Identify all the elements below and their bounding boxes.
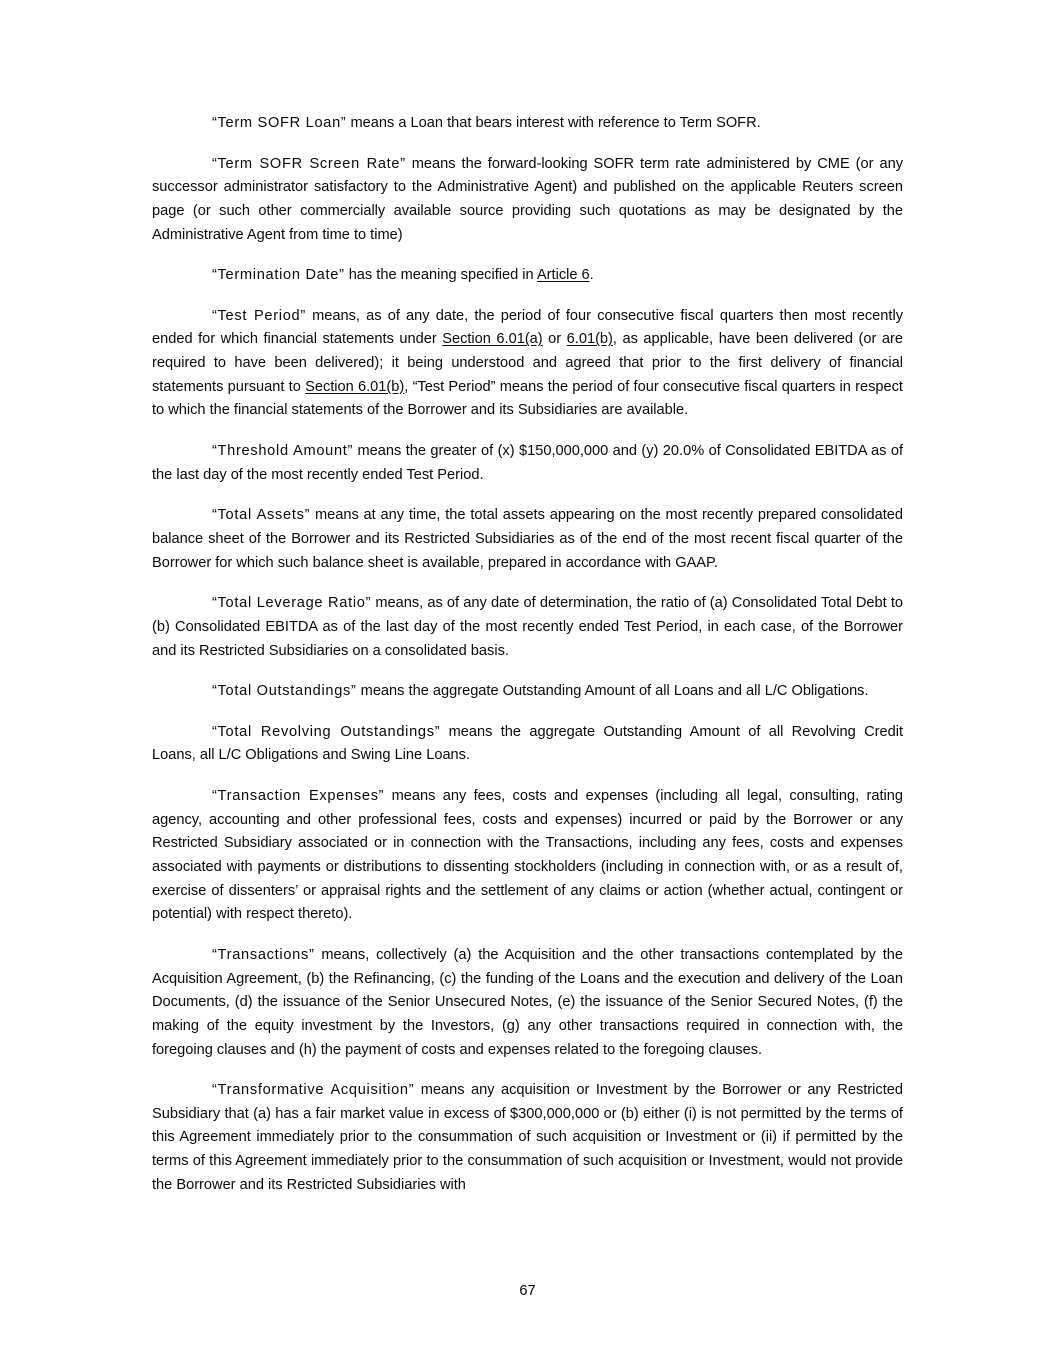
definition-paragraph-total-leverage-ratio: [152, 592, 903, 663]
definition-paragraph-test-period: [152, 305, 903, 423]
defined-term: “Transaction Expenses”: [212, 788, 385, 805]
cross-reference-link[interactable]: Section 6.01(b): [305, 378, 405, 395]
body-text: has the meaning specified in: [344, 267, 537, 284]
definition-paragraph-termination-date: [152, 264, 903, 288]
defined-term: “Total Revolving Outstandings”: [212, 723, 441, 740]
cross-reference-link[interactable]: Section 6.01(a): [442, 331, 543, 348]
definition-paragraph-transformative-acquisition: [152, 1079, 903, 1197]
body-text: means a Loan that bears interest with reference to Term SOFR.: [346, 115, 761, 131]
defined-term: “Transformative Acquisition”: [212, 1082, 415, 1099]
definition-paragraph-term-sofr-screen-rate: [152, 153, 903, 248]
definition-paragraph-total-assets: [152, 504, 903, 575]
definition-paragraph-total-outstandings: [152, 680, 903, 704]
page-number: 67: [519, 1283, 536, 1299]
defined-term: “Term SOFR Loan”: [212, 115, 347, 131]
definition-paragraph-term-sofr-loan: [152, 112, 903, 136]
cross-reference-link[interactable]: 6.01(b): [566, 331, 613, 348]
cross-reference-link[interactable]: Article 6: [536, 267, 590, 284]
body-text: means any fees, costs and expenses (including all legal, consulting, rating agency, accounting and other professional fees, costs and expenses) incurred or paid by the Borrower or any Restricted Subsidiary associated or in connection with the Transactions, including any fees, costs and expenses associated with payments or distributions to dissenting stockholders (including in connection with, or as a result of, exercise of dissenters’ or appraisal rights and the settlement of any claims or action (whether actual, contingent or potential) with respect thereto).: [152, 788, 903, 923]
defined-term: “Transactions”: [212, 946, 315, 963]
defined-term: “Term SOFR Screen Rate”: [212, 155, 406, 172]
body-text: means the aggregate Outstanding Amount of all Revolving Credit Loans, all L/C Obligations and Swing Line Loans.: [152, 723, 904, 764]
body-text: means the aggregate Outstanding Amount of all Loans and all L/C Obligations.: [356, 683, 869, 700]
body-text: means, collectively (a) the Acquisition and the other transactions contemplated by the Acquisition Agreement, (b) the Refinancing, (c) the funding of the Loans and the execution and delivery of the Loan Documents, (d) the issuance of the Senior Unsecured Notes, (e) the issuance of the Senior Secured Notes, (f) the making of the equity investment by the Investors, (g) any other transactions required in connection with, the foregoing clauses and (h) the payment of costs and expenses related to the foregoing clauses.: [152, 946, 903, 1058]
defined-term: “Total Outstandings”: [212, 683, 357, 700]
defined-term: “Total Assets”: [212, 507, 311, 524]
definition-paragraph-transactions: [152, 944, 903, 1062]
body-text: means, as of any date, the period of four consecutive fiscal quarters then most recently ended for which financial statements under: [152, 307, 903, 348]
defined-term: “Total Leverage Ratio”: [212, 595, 372, 612]
body-text: or: [542, 331, 567, 348]
body-text: , as applicable, have been delivered (or are required to have been delivered); it being understood and agreed that prior to the first delivery of financial statements pursuant to: [152, 331, 903, 395]
body-text: , “Test Period” means the period of four consecutive fiscal quarters in respect to which the financial statements of the Borrower and its Subsidiaries are available.: [152, 378, 903, 419]
defined-term: “Termination Date”: [212, 267, 345, 284]
defined-term: “Test Period”: [212, 307, 306, 324]
body-text: means the forward-looking SOFR term rate administered by CME (or any successor administrator satisfactory to the Administrative Agent) and published on the applicable Reuters screen page (or such other commercially available source providing such quotations as may be designated by the Administrative Agent from time to time): [152, 155, 903, 243]
body-text: means, as of any date of determination, the ratio of (a) Consolidated Total Debt to (b) Consolidated EBITDA as of the last day of the most recently ended Test Period, in each case, of the Borrower and its Restricted Subsidiaries on a consolidated basis.: [152, 595, 903, 659]
body-text: means any acquisition or Investment by the Borrower or any Restricted Subsidiary that (a) has a fair market value in excess of $300,000,000 or (b) either (i) is not permitted by the terms of this Agreement immediately prior to the consummation of such acquisition or Investment or (ii) if permitted by the terms of this Agreement immediately prior to the consummation of such acquisition or Investment, would not provide the Borrower and its Restricted Subsidiaries with: [152, 1082, 903, 1193]
body-text: means at any time, the total assets appearing on the most recently prepared consolidated balance sheet of the Borrower and its Restricted Subsidiaries as of the end of the most recent fiscal quarter of the Borrower for which such balance sheet is available, prepared in accordance with GAAP.: [152, 507, 904, 571]
definition-paragraph-threshold-amount: [152, 440, 903, 487]
defined-term: “Threshold Amount”: [212, 443, 354, 460]
definition-paragraph-transaction-expenses: [152, 785, 903, 927]
body-text: .: [589, 267, 594, 284]
definition-paragraph-total-revolving-outstandings: [152, 721, 903, 768]
definitions-section: [152, 112, 903, 1197]
body-text: means the greater of (x) $150,000,000 and (y) 20.0% of Consolidated EBITDA as of the last day of the most recently ended Test Period.: [152, 443, 903, 483]
